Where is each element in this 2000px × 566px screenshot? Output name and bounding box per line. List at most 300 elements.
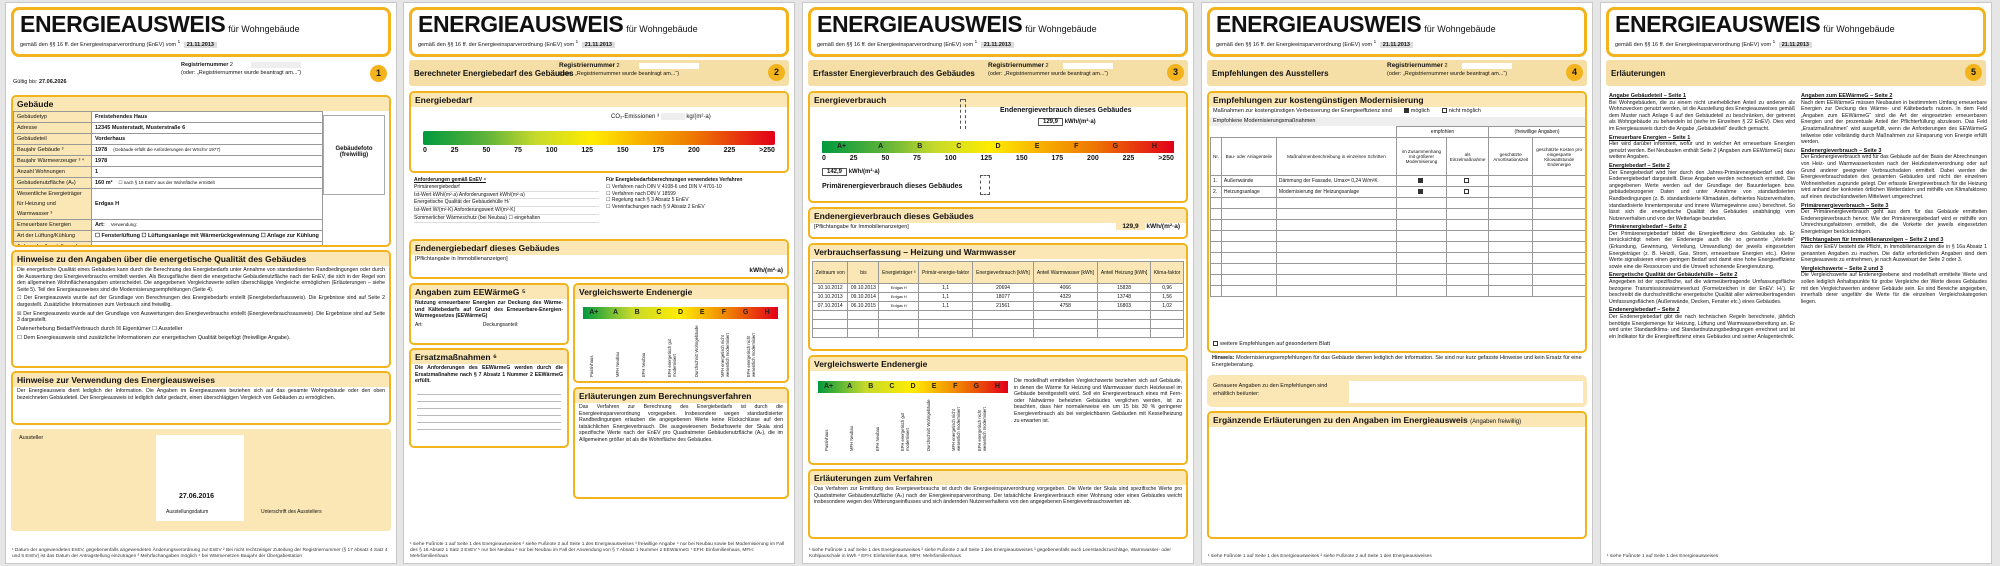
requirement-line: Ist-Wert W/(m²·K) Anforderungswert W/(m²·K)	[414, 207, 599, 215]
row-label: Wesentliche Energieträger für Heizung und Warmwasser ³	[14, 189, 92, 220]
option-additional-info[interactable]: ☐ Dem Energieausweis sind zusätzliche Informationen zur energetischen Qualität beigefügt (freiwillige Angabe).	[17, 335, 291, 342]
final-energy-demand-box: Endenergiebedarf dieses Gebäudes [Pflichtangabe in Immobilienanzeigen] kWh/(m²·a)	[409, 239, 789, 279]
requirement-line: Energetische Qualität der Gebäudehülle Hₜ'	[414, 199, 599, 207]
scale-tick: 125	[581, 147, 594, 154]
scale-tick: 25	[450, 147, 459, 154]
table-row	[813, 311, 1184, 320]
table-cell: Dämmung der Fassade, Umax= 0,24 W/m²K	[1276, 176, 1396, 187]
explanation-section	[1609, 93, 1795, 133]
row-label: Gebäudenutzfläche (Aₙ)	[14, 178, 92, 189]
explanation-section	[1801, 237, 1987, 263]
explanation-text: Bei Wohngebäuden, die zu einem nicht unerheblichen Anteil zu anderen als Wohnzwecken genutzt werden, ist die Ausstellung des Energieausweises gemäß dem Muster nach Anlage 6 auf den Gebäudeteil zu beschränken, der getrennt als Wohngebäude zu behandeln ist (siehe im Einzelnen § 22 EnEV). Dies wird im Energieausweis durch die Angabe „Gebäudeteil“ deutlich gemacht.	[1609, 99, 1795, 132]
table-cell[interactable]	[1447, 242, 1489, 253]
table-cell[interactable]	[1533, 231, 1586, 242]
column-header: Maßnahmenbeschreibung in einzelnen Schritten	[1276, 138, 1396, 176]
class-scale	[583, 307, 778, 319]
column-header: Bau- oder Anlagenteile	[1221, 138, 1276, 176]
table-cell: 1,56	[1151, 293, 1184, 302]
explanation-heading: Vergleichswerte – Seite 2 und 3	[1801, 265, 1883, 272]
comparison-label: Passivhaus	[589, 355, 594, 377]
comparison-values-box: Vergleichswerte Endenergie A+ A B C D E F G H Passivhaus MFH Neubau EFH Neubau EFH energetisch gut modernisiert Durchschnitt Wohngebäude MFH energetisch nicht wesentlich modernisiert EFH energetisch nicht wesentlich modernisiert	[573, 283, 789, 383]
energy-class-label: E	[1034, 143, 1040, 150]
comparison-label: Durchschnitt Wohngebäude	[925, 399, 931, 451]
table-row	[813, 329, 1184, 338]
explanations-right-column	[1801, 91, 1987, 541]
energy-class-label: C	[656, 309, 662, 316]
section-strip: Erfasster Energieverbrauch des Gebäudes Registriernummer 2 (oder: „Registriernummer wurde beantragt am...“) 3	[808, 60, 1188, 86]
table-cell[interactable]	[1489, 231, 1533, 242]
comparison-label: Passivhaus	[824, 429, 829, 451]
row-label: Anlass der Ausstellung des	[14, 242, 92, 248]
table-cell: 4758	[1033, 302, 1097, 311]
table-cell	[1097, 329, 1150, 338]
eewaermeg-box: Angaben zum EEWärmeG ⁵ Nutzung erneuerbarer Energien zur Deckung des Wärme- und Kältebedarfs auf Grund des Erneuerbare-Energien-Wärmegesetzes (EEWärmeG) Art: Deckungsanteil:	[409, 283, 569, 345]
energy-class-label: F	[953, 383, 958, 390]
table-cell[interactable]	[1489, 253, 1533, 264]
scale-tick: 125	[980, 155, 993, 162]
table-cell[interactable]	[1447, 275, 1489, 286]
table-cell	[1276, 231, 1396, 242]
table-cell: 10.10.2013	[813, 293, 848, 302]
explanation-text: Der Primärenergiebedarf bildet die Energieeffizienz des Gebäudes ab. Er berücksichtigt neben der Endenergie auch die so genannte „Vorkette“ (Erkundung, Gewinnung, Verteilung, Umwandlung) der jeweils eingesetzten Energieträger (z. B. Heizöl, Gas, Strom, erneuerbare Energien etc.). Kleine Werte signalisieren einen geringen Bedarf und damit eine hohe Energieeffizienz sowie eine die Ressourcen und die Umwelt schonende Energienutzung.	[1609, 230, 1795, 270]
building-row	[14, 156, 323, 167]
table-header	[813, 262, 1184, 284]
table-cell[interactable]	[1396, 253, 1446, 264]
table-cell	[1211, 220, 1222, 231]
comparison-values-box: Vergleichswerte Endenergie A+ A B C D E F G H Passivhaus MFH Neubau EFH Neubau EFH energetisch gut modernisiert Durchschnitt Wohngebäude MFH energetisch nicht wesentlich modernisiert EFH energetisch nicht wesentlich modernisiert Die modellhaft ermittelten Vergleichswerte beziehen sich auf Gebäude, in denen die Wärme für Heizung und Warmwasser durch Heizkessel im Gebäude bereitgestellt wird. Soll ein Energieverbrauch eines mit Fern- oder Nahwärme beheizten Gebäudes verglichen werden, ist zu beachten, dass hier normalerweise ein um 15 bis 30 % geringerer Energieverbrauch als bei vergleichbaren Gebäuden mit Kesselheizung zu erwarten ist.	[808, 355, 1188, 465]
table-cell	[1221, 253, 1276, 264]
table-cell	[813, 311, 848, 320]
table-cell: 15828	[1097, 284, 1150, 293]
issue-date: 27.06.2016	[179, 493, 215, 500]
building-row	[14, 242, 323, 248]
energy-class-label: A	[612, 309, 619, 316]
table-cell	[1151, 320, 1184, 329]
registration-number: Registriernummer 2 (oder: „Registriernummer wurde beantragt am...“)	[181, 62, 302, 76]
explanation-text: Der Energiebedarf wird hier durch den Jahres-Primärenergiebedarf und den Endenergiebedarf dargestellt. Diese Angaben werden rechnerisch ermittelt. Die angegebenen Werte werden auf der Grundlage der Bauunterlagen bzw. gebäudebezogener Daten und unter Annahme von standardisierten Randbedingungen (z. B. standardisierte Klimadaten, definiertes Nutzerverhalten, standardisierte Innentemperatur und innere Wärmegewinne usw.) berechnet. So lässt sich die energetische Qualität des Gebäudes unabhängig vom Nutzerverhalten und von der Wetterlage beurteilen.	[1609, 169, 1795, 222]
explanation-text: Angegeben ist der spezifische, auf die wärmeübertragende Umfassungsfläche bezogene Transmissionswärmeverlust (Formelzeichen in der EnEV: Hₜ'). Er beschreibt die durchschnittliche energetische Qualität aller wärmeübertragenden Umfassungsflächen (Außenwände, Decken, Fenster etc.) eines Gebäudes.	[1609, 279, 1795, 305]
table-cell	[1211, 231, 1222, 242]
table-cell[interactable]	[1533, 198, 1586, 209]
table-cell[interactable]	[1533, 264, 1586, 275]
table-cell	[1033, 320, 1097, 329]
table-cell	[813, 320, 848, 329]
table-cell[interactable]	[1533, 242, 1586, 253]
table-cell: Erdgas H	[879, 284, 919, 293]
scale-tick: 25	[849, 155, 858, 162]
table-row	[1211, 286, 1586, 297]
table-cell[interactable]	[1489, 198, 1533, 209]
table-cell[interactable]	[1396, 209, 1446, 220]
building-data-table	[13, 111, 323, 247]
table-cell[interactable]	[1489, 242, 1533, 253]
table-cell	[879, 320, 919, 329]
energy-class-label: D	[677, 309, 684, 316]
table-cell[interactable]	[1533, 176, 1586, 187]
comparison-label: EFH Neubau	[874, 426, 880, 451]
more-recommendations-option[interactable]: weitere Empfehlungen auf gesondertem Blatt	[1220, 340, 1331, 347]
table-cell: 21561	[973, 302, 1034, 311]
energy-class-label: F	[721, 309, 726, 316]
table-cell[interactable]	[1396, 275, 1446, 286]
page-3: ENERGIEAUSWEIS für Wohngebäude gemäß den §§ 16 ff. der Energieeinsparverordnung (EnEV) vom $^1$ 21.11.2013 Erfasster Energieverbrauch des Gebäudes Registriernummer 2 (oder: „Registriernummer wurde beantragt am...“) 3 Energieverbrauch Endenergieverbrauch dieses Gebäudes 129,9 kWh/(m²·a) A+ A B C D E F G H 0 25 50 75 100 125 150 175 200 225 >250 142,9 kWh/(m²·a) Primärenergieverbrauch dieses Gebäudes Endenergieverbrauch dieses Gebäudes [Pflichtangabe für Immobilienanzeigen] 129,9 kWh/(m²·a) Verbrauchserfassung – Heizung und Warmwasser Zeitraum von bis Energieträger ³ Primär-energie-faktor Energieverbrauch [kWh] Anteil Warmwasser [kWh] Anteil Heizung [kWh] Klima-faktor 10.10.2012 09.10.2013 Erdgas H 1,1 20694 4066 15828 0,96 10.10.2013 09.10.2014 Erdgas H 1,1 18077 4329 13748 1,56 07.10.2014 06.10.2015 Erdgas H 1,1 21561 4758 16803 1,02 Vergleichswerte Endenergie A+ A B C D E F G H Passivhaus MFH Neubau EFH Neubau EFH energetisch gut modernisiert Durchschnitt Wohngebäude MFH energetisch nicht wesentlich modernisiert EFH energetisch nicht wesentlich modernisiert Die modellhaft ermittelten Vergleichswerte beziehen sich auf Gebäude, in denen die Wärme für Heizung und Warmwasser durch Heizkessel im Gebäude bereitgestellt wird. Soll ein Energieverbrauch eines mit Fern- oder Nahwärme beheizten Gebäudes verglichen werden, ist zu beachten, dass hier normalerweise ein um 15 bis 30 % geringerer Energieverbrauch als bei vergleichbaren Gebäuden mit Kesselheizung zu erwarten ist. Erläuterungen zum Verfahren Das Verfahren zur Ermittlung des Energieverbrauchs ist durch die Energieeinsparverordnung vorgegeben. Die Werte der Skala sind spezifische Werte pro Quadratmeter Gebäudenutzfläche (Aₙ) nach der Energieeinsparverordnung. Der tatsächliche Energieverbrauch einer Wohnung oder eines Gebäudes weicht insbesondere wegen des Witterungseinflusses und sich ändernden Nutzerverhaltens von den angegebenen Energieverbrauchswerten ab. ¹ siehe Fußnote 1 auf Seite 1 des Energieausweises ² siehe Fußnote 2 auf Seite 1 des Energieausweises ³ gegebenenfalls auch Leerstandszuschläge, Warmwasser- oder Kühlpauschale in kWh ⁴ EFH: Einfamilienhaus, MFH: Mehrfamilienhaus	[802, 2, 1194, 564]
table-cell	[1097, 320, 1150, 329]
modernization-box: Empfehlungen zur kostengünstigen Modernisierung Maßnahmen zur kostengünstigen Verbesserung der Energieeffizienz sind möglich nicht möglich Empfohlene Modernisierungsmaßnahmen empfohlen (freiwillige Angaben) Nr. Bau- oder Anlagenteile Maßnahmenbeschreibung in einzelnen Schritten im Zusammenhang mit größerer Modernisierung als Einzelmaßnahme geschätzte Amortisationszeit geschätzte Kosten pro eingesparte Kilowattstunde Endenergie 1. Außenwände Dämmung der Fassade, Umax= 0,24 W/m²K 2. Heizungsanlage Modernisierung der Heizungsanlage weitere Empfehlungen auf gesondertem Blatt	[1207, 91, 1587, 353]
table-cell	[1097, 311, 1150, 320]
checkbox[interactable]	[1464, 189, 1469, 194]
requirement-line: Ist-Wert kWh/(m²·a) Anforderungswert kWh/(m²·a)	[414, 192, 599, 200]
method-option[interactable]: ☐ Verfahren nach DIN V 4108-6 und DIN V 4701-10	[606, 183, 722, 190]
energy-class-label: H	[764, 309, 770, 316]
table-cell	[1221, 242, 1276, 253]
column-header: Anteil Heizung [kWh]	[1097, 262, 1150, 284]
table-row	[1211, 231, 1586, 242]
column-header: als Einzelmaßnahme	[1447, 138, 1489, 176]
final-consumption-box: Endenergieverbrauch dieses Gebäudes [Pflichtangabe für Immobilienanzeigen] 129,9 kWh/(m²·a)	[808, 207, 1188, 239]
page-5: ENERGIEAUSWEIS für Wohngebäude gemäß den §§ 16 ff. der Energieeinsparverordnung (EnEV) vom $^1$ 21.11.2013 Erläuterungen 5 Angabe Gebäudeteil – Seite 1 Bei Wohngebäuden, die zu einem nicht unerheblichen Anteil zu anderen als Wohnzwecken genutzt werden, ist die Ausstellung des Energieausweises gemäß dem Muster nach Anlage 6 auf den Gebäudeteil zu beschränken, der getrennt als Wohngebäude zu behandeln ist (siehe im Einzelnen § 22 EnEV). Dies wird im Energieausweis durch die Angabe „Gebäudeteil“ deutlich gemacht. Erneuerbare Energien – Seite 1 Hier wird darüber informiert, wofür und in welcher Art erneuerbare Energien genutzt werden. Bei Neubauten enthält Seite 2 (Angaben zum EEWärmeG) dazu weitere Angaben. Energiebedarf – Seite 2 Der Energiebedarf wird hier durch den Jahres-Primärenergiebedarf und den Endenergiebedarf dargestellt. Diese Angaben werden rechnerisch ermittelt. Die angegebenen Werte werden auf der Grundlage der Bauunterlagen bzw. gebäudebezogener Daten und unter Annahme von standardisierten Randbedingungen (z. B. standardisierte Klimadaten, definiertes Nutzerverhalten, standardisierte Innentemperatur und innere Wärmegewinne usw.) berechnet. So lässt sich die energetische Qualität des Gebäudes unabhängig vom Nutzerverhalten und von der Wetterlage beurteilen. Primärenergiebedarf – Seite 2 Der Primärenergiebedarf bildet die Energieeffizienz des Gebäudes ab. Er berücksichtigt neben der Endenergie auch die so genannte „Vorkette“ (Erkundung, Gewinnung, Verteilung, Umwandlung) der jeweils eingesetzten Energieträger (z. B. Heizöl, Gas, Strom, erneuerbare Energien etc.). Kleine Werte signalisieren einen geringen Bedarf und damit eine hohe Energieeffizienz sowie eine die Ressourcen und die Umwelt schonende Energienutzung. Energetische Qualität der Gebäudehülle – Seite 2 Angegeben ist der spezifische, auf die wärmeübertragende Umfassungsfläche bezogene Transmissionswärmeverlust (Formelzeichen in der EnEV: Hₜ'). Er beschreibt die durchschnittliche energetische Qualität aller wärmeübertragenden Umfassungsflächen (Außenwände, Decken, Fenster etc.) eines Gebäudes. Endenergiebedarf – Seite 2 Der Endenergiebedarf gibt die nach technischen Regeln berechnete, jährlich benötigte Energiemenge für Heizung, Lüftung und Warmwasserbereitung an. Er wird unter Standardklima- und Standardnutzungsbedingungen errechnet und ist ein Indikator für die Energieeffizienz eines Gebäudes und seiner Anlagentechnik. Angaben zum EEWärmeG – Seite 2 Nach dem EEWärmeG müssen Neubauten in bestimmtem Umfang erneuerbare Energien zur Deckung des Wärme- und Kältebedarfs nutzen. In dem Feld „Angaben zum EEWärmeG“ sind die Art der eingesetzten erneuerbaren Energien und der prozentuale Anteil der Pflichterfüllung abzulesen. Das Feld „Ersatzmaßnahmen“ wird ausgefüllt, wenn die Anforderungen des EEWärmeG teilweise oder vollständig durch Maßnahmen zur Einsparung von Energie erfüllt werden. Endenergieverbrauch – Seite 3 Der Endenergieverbrauch wird für das Gebäude auf der Basis der Abrechnungen von Heiz- und Warmwasserkosten nach der Heizkostenverordnung oder auf Grund anderer geeigneter Verbrauchsdaten ermittelt. Dabei werden die Energieverbrauchsdaten des gesamten Gebäudes und nicht der einzelnen Wohneinheiten zugrunde gelegt. Der erfasste Energieverbrauch für die Heizung wird anhand der konkreten örtlichen Wetterdaten und mithilfe von Klimafaktoren auf einen deutschlandweiten Mittelwert umgerechnet. Primärenergieverbrauch – Seite 3 Der Primärenergieverbrauch geht aus dem für das Gebäude ermittelten Endenergieverbrauch hervor. Wie der Primärenergiebedarf wird er mithilfe von Umrechnungsfaktoren ermittelt, die die Vorkette der jeweils eingesetzten Energieträger berücksichtigen. Pflichtangaben für Immobilienanzeigen – Seite 2 und 3 Nach der EnEV besteht die Pflicht, in Immobilienanzeigen die in § 16a Absatz 1 genannten Angaben zu machen. Die dafür erforderlichen Angaben sind dem Energieausweis zu entnehmen, je nach Ausweisart der Seite 2 oder 3. Vergleichswerte – Seite 2 und 3 Die Vergleichswerte auf Endenergieebene sind modellhaft ermittelte Werte und sollen lediglich Anhaltspunkte für grobe Vergleiche der Werte dieses Gebäudes mit den Vergleichswerten anderer Gebäude sein. Es sind Bereiche angegeben, innerhalb derer ungefähr die Werte für die einzelnen Vergleichskategorien liegen. ¹ siehe Fußnote 1 auf Seite 1 des Energieausweises	[1600, 2, 1992, 564]
scale-tick: >250	[1158, 155, 1174, 162]
row-label: Erneuerbare Energien	[14, 220, 92, 231]
table-cell: Erdgas H	[879, 302, 919, 311]
row-value: ☐ Fensterlüftung ☐ Lüftungsanlage mit Wärmerückgewinnung ☐ Anlage zur Kühlung	[92, 231, 323, 242]
table-cell	[1151, 329, 1184, 338]
table-cell: 13748	[1097, 293, 1150, 302]
table-cell	[1211, 286, 1222, 297]
supplementary-explanations-box: Ergänzende Erläuterungen zu den Angaben im Energieausweis (Angaben freiwillig)	[1207, 411, 1587, 539]
scale-tick: 50	[881, 155, 890, 162]
procedure-explanation-box: Erläuterungen zum Verfahren Das Verfahren zur Ermittlung des Energieverbrauchs ist durch die Energieeinsparverordnung vorgegeben. Die Werte der Skala sind spezifische Werte pro Quadratmeter Gebäudenutzfläche (Aₙ) nach der Energieeinsparverordnung. Der tatsächliche Energieverbrauch einer Wohnung oder eines Gebäudes weicht insbesondere wegen des Witterungseinflusses und sich ändernden Nutzerverhaltens von den angegebenen Energieverbrauchswerten ab.	[808, 469, 1188, 539]
comparison-label: MFH energetisch nicht wesentlich modernisiert	[951, 407, 962, 451]
table-cell	[1276, 198, 1396, 209]
requirement-line: Sommerlicher Wärmeschutz (bei Neubau) ☐ eingehalten	[414, 215, 599, 223]
explanation-section	[1801, 203, 1987, 236]
table-cell[interactable]	[1396, 187, 1446, 198]
checkbox[interactable]	[1464, 178, 1469, 183]
table-cell	[973, 320, 1034, 329]
section-strip: Empfehlungen des Ausstellers Registriernummer 2 (oder: „Registriernummer wurde beantragt am...“) 4	[1207, 60, 1587, 86]
table-cell: 10.10.2012	[813, 284, 848, 293]
table-cell	[1221, 220, 1276, 231]
table-cell	[1211, 275, 1222, 286]
data-collection-option[interactable]: Datenerhebung Bedarf/Verbrauch durch ☒ Eigentümer ☐ Aussteller	[17, 325, 183, 332]
building-row	[14, 112, 323, 123]
table-cell: 1,1	[919, 293, 973, 302]
scale-tick: >250	[759, 147, 775, 154]
building-section: Gebäude Gebäudetyp Freistehendes Haus Adresse 12345 Musterstadt, Musterstraße 6 Gebäudeteil Vorderhaus Baujahr Gebäude ³ 1978 (Gebäude erfüllt die Anforderungen der WSchV 1977) Baujahr Wärmeerzeuger ³ ⁴ 1978 Anzahl Wohnungen 1 Gebäudenutzfläche (Aₙ) 160 m² ☐ nach § 19 EnEV aus der Wohnfläche ermittelt Wesentliche Energieträger für Heizung und Warmwasser ³ Erdgas H Erneuerbare Energien Art: Verwendung: Art der Lüftung/Kühlung ☐ Fensterlüftung ☐ Lüftungsanlage mit Wärmerückgewinnung ☐ Anlage zur Kühlung Anlass der Ausstellung des Gebäudefoto (freiwillig)	[11, 95, 391, 247]
explanation-section	[1609, 163, 1795, 222]
table-cell: Außenwände	[1221, 176, 1276, 187]
table-cell	[1221, 264, 1276, 275]
table-cell[interactable]	[1447, 286, 1489, 297]
table-row	[1211, 209, 1586, 220]
energy-scale	[423, 131, 775, 145]
explanation-heading: Energiebedarf – Seite 2	[1609, 162, 1670, 169]
table-cell	[879, 311, 919, 320]
table-cell: 1.	[1211, 176, 1222, 187]
row-value: 1978	[92, 156, 323, 167]
explanation-heading: Energetische Qualität der Gebäudehülle – Seite 2	[1609, 272, 1738, 279]
table-cell	[1276, 242, 1396, 253]
section-strip: Erläuterungen 5	[1606, 60, 1986, 86]
column-header: im Zusammenhang mit größerer Modernisierung	[1396, 138, 1446, 176]
explanation-heading: Primärenergieverbrauch – Seite 3	[1801, 202, 1889, 209]
table-row	[1211, 253, 1586, 264]
table-cell: 09.10.2013	[848, 284, 879, 293]
quality-notes-section: Hinweise zu den Angaben über die energetische Qualität des Gebäudes Die energetische Qualität eines Gebäudes kann durch die Berechnung des Energiebedarfs unter Annahme von standardisierten Randbedingungen oder durch die Auswertung des Energieverbrauchs ermittelt werden. Als Bezugsfläche dient die energetische Gebäudenutzfläche nach der EnEV, die sich in der Regel von den allgemeinen Wohnflächenangaben unterscheidet. Die angegebenen Vergleichswerte sollen überschlägige Vergleiche ermöglichen (Erläuterungen – siehe Seite 5). Teil des Energieausweises sind die Modernisierungsempfehlungen (Seite 4). ☐ Der Energieausweis wurde auf der Grundlage von Berechnungen des Energiebedarfs erstellt (Energiebedarfsausweis). Die Ergebnisse sind auf Seite 2 dargestellt. Zusätzliche Informationen zum Verbrauch sind freiwillig. ☒ Der Energieausweis wurde auf der Grundlage von Auswertungen des Energieverbrauchs erstellt (Energieverbrauchsausweis). Die Ergebnisse sind auf Seite 3 dargestellt. Datenerhebung Bedarf/Verbrauch durch ☒ Eigentümer ☐ Aussteller ☐ Dem Energieausweis sind zusätzliche Informationen zur energetischen Qualität beigefügt (freiwillige Angabe).	[11, 250, 391, 368]
table-cell[interactable]	[1489, 209, 1533, 220]
explanation-section	[1801, 148, 1987, 201]
scale-tick: 100	[944, 155, 957, 162]
table-cell: 4066	[1033, 284, 1097, 293]
building-row	[14, 178, 323, 189]
table-row	[1211, 242, 1586, 253]
explanation-text: Der Primärenergieverbrauch geht aus dem für das Gebäude ermittelten Endenergieverbrauch hervor. Wie der Primärenergiebedarf wird er mithilfe von Umrechnungsfaktoren ermittelt, die die Vorkette der jeweils eingesetzten Energieträger berücksichtigen.	[1801, 209, 1987, 235]
table-cell[interactable]	[1447, 209, 1489, 220]
scale-tick: 75	[514, 147, 522, 154]
comparison-label: EFH Neubau	[641, 352, 647, 377]
method-option[interactable]: ☐ Regelung nach § 3 Absatz 5 EnEV	[606, 197, 689, 204]
explanations-left-column	[1609, 91, 1795, 541]
building-photo-placeholder: Gebäudefoto (freiwillig)	[323, 115, 385, 195]
table-cell	[1151, 311, 1184, 320]
page-1: ENERGIEAUSWEIS für Wohngebäude gemäß den §§ 16 ff. der Energieeinsparverordnung (EnEV) vom $^1$ 21.11.2013 Registriernummer 2 (oder: „Registriernummer wurde beantragt am...“) 1 Gültig bis: 27.06.2026 Gebäude Gebäudetyp Freistehendes Haus Adresse 12345 Musterstadt, Musterstraße 6 Gebäudeteil Vorderhaus Baujahr Gebäude ³ 1978 (Gebäude erfüllt die Anforderungen der WSchV 1977) Baujahr Wärmeerzeuger ³ ⁴ 1978 Anzahl Wohnungen 1 Gebäudenutzfläche (Aₙ) 160 m² ☐ nach § 19 EnEV aus der Wohnfläche ermittelt Wesentliche Energieträger für Heizung und Warmwasser ³ Erdgas H Erneuerbare Energien Art: Verwendung: Art der Lüftung/Kühlung ☐ Fensterlüftung ☐ Lüftungsanlage mit Wärmerückgewinnung ☐ Anlage zur Kühlung Anlass der Ausstellung des Gebäudefoto (freiwillig) Hinweise zu den Angaben über die energetische Qualität des Gebäudes Die energetische Qualität eines Gebäudes kann durch die Berechnung des Energiebedarfs unter Annahme von standardisierten Randbedingungen oder durch die Auswertung des Energieverbrauchs ermittelt werden. Als Bezugsfläche dient die energetische Gebäudenutzfläche nach der EnEV, die sich in der Regel von den allgemeinen Wohnflächenangaben unterscheidet. Die angegebenen Vergleichswerte sollen überschlägige Vergleiche ermöglichen (Erläuterungen – siehe Seite 5). Teil des Energieausweises sind die Modernisierungsempfehlungen (Seite 4). ☐ Der Energieausweis wurde auf der Grundlage von Berechnungen des Energiebedarfs erstellt (Energiebedarfsausweis). Die Ergebnisse sind auf Seite 2 dargestellt. Zusätzliche Informationen zum Verbrauch sind freiwillig. ☒ Der Energieausweis wurde auf der Grundlage von Auswertungen des Energieverbrauchs erstellt (Energieverbrauchsausweis). Die Ergebnisse sind auf Seite 3 dargestellt. Datenerhebung Bedarf/Verbrauch durch ☒ Eigentümer ☐ Aussteller ☐ Dem Energieausweis sind zusätzliche Informationen zur energetischen Qualität beigefügt (freiwillige Angabe). Hinweise zur Verwendung des Energieausweises Der Energieausweis dient lediglich der Information. Die Angaben im Energieausweis beziehen sich auf das gesamte Wohngebäude oder den oben bezeichneten Gebäudeteil. Der Energieausweis ist lediglich dafür gedacht, einen überschlägigen Vergleich von Gebäuden zu ermöglichen. Aussteller 27.06.2016 Ausstellungsdatum Unterschrift des Ausstellers ¹ Datum der angewendeten EnEV, gegebenenfalls angewendeten Änderungsverordnung zur EnEV ² Bei nicht rechtzeitiger Zuteilung der Registriernummer (§ 17 Absatz 4 Satz 4 und 5 EnEV) ist das Datum der Antragstellung einzutragen ³ Mehrfachangaben möglich ⁴ bei Wärmenetzen Baujahr der Übergabestation	[5, 2, 397, 564]
scale-tick: 50	[482, 147, 491, 154]
explanation-heading: Primärenergiebedarf – Seite 2	[1609, 224, 1687, 231]
table-cell	[1211, 198, 1222, 209]
table-cell	[1211, 264, 1222, 275]
scale-tick: 150	[616, 147, 629, 154]
table-cell: 07.10.2014	[813, 302, 848, 311]
table-cell[interactable]	[1533, 187, 1586, 198]
column-group: (freiwillige Angaben)	[1489, 127, 1586, 138]
explanation-text: Nach dem EEWärmeG müssen Neubauten in bestimmtem Umfang erneuerbare Energien zur Deckung des Wärme- und Kältebedarfs nutzen. In dem Feld „Angaben zum EEWärmeG“ sind die Art der eingesetzten erneuerbaren Energien und der prozentuale Anteil der Pflichterfüllung abzulesen. Das Feld „Ersatzmaßnahmen“ wird ausgefüllt, wenn die Anforderungen des EEWärmeG teilweise oder vollständig durch Maßnahmen zur Einsparung von Energie erfüllt werden.	[1801, 99, 1987, 146]
table-cell[interactable]	[1489, 286, 1533, 297]
explanation-text: Die Vergleichswerte auf Endenergieebene sind modellhaft ermittelte Werte und sollen lediglich Anhaltspunkte für grobe Vergleiche der Werte dieses Gebäudes mit den Vergleichswerten anderer Gebäude sein. Es sind Bereiche angegeben, innerhalb derer ungefähr die Werte für die einzelnen Vergleichskategorien liegen.	[1801, 272, 1987, 305]
energy-class-label: D	[995, 143, 1001, 150]
row-value: Erdgas H	[92, 189, 323, 220]
energy-class-label: B	[917, 143, 923, 150]
row-value	[92, 242, 323, 248]
column-group: empfohlen	[1396, 127, 1488, 138]
table-row	[813, 293, 1184, 302]
scale-tick: 150	[1015, 155, 1028, 162]
energy-class-label: C	[889, 383, 895, 390]
checkbox[interactable]	[1418, 178, 1423, 183]
row-label: Baujahr Gebäude ³	[14, 145, 92, 156]
energy-class-label: C	[956, 143, 962, 150]
row-value: Freistehendes Haus	[92, 112, 323, 123]
table-cell	[1276, 209, 1396, 220]
table-cell	[1221, 275, 1276, 286]
calculation-explanation-box: Erläuterungen zum Berechnungsverfahren Das Verfahren zur Berechnung des Energiebedarfs ist durch die Energieeinsparverordnung vorgegeben. Insbesondere wegen standardisierter Randbedingungen erlauben die angegebenen Werte keine Rückschlüsse auf den tatsächlichen Energieverbrauch. Die ausgewiesenen Bedarfswerte der Skala sind spezifische Werte nach der EnEV pro Quadratmeter Gebäudenutzfläche (Aₙ), die im Allgemeinen größer ist als die Wohnfläche des Gebäudes.	[573, 387, 789, 499]
primary-consumption-value: 142,9	[822, 168, 847, 176]
checkbox[interactable]	[1418, 189, 1423, 194]
row-value: 1	[92, 167, 323, 178]
energy-class-label: E	[699, 309, 705, 316]
table-cell[interactable]	[1396, 220, 1446, 231]
table-cell[interactable]	[1533, 209, 1586, 220]
table-cell[interactable]	[1396, 264, 1446, 275]
table-cell: 09.10.2014	[848, 293, 879, 302]
table-cell[interactable]	[1447, 264, 1489, 275]
option-bedarfsausweis[interactable]: ☐ Der Energieausweis wurde auf der Grundlage von Berechnungen des Energiebedarfs erstellt (Energiebedarfsausweis). Die Ergebnisse sind auf Seite 2 dargestellt. Zusätzliche Informationen zum Verbrauch sind freiwillig.	[17, 295, 385, 308]
scale-tick: 225	[1122, 155, 1135, 162]
scale-tick: 200	[688, 147, 700, 154]
building-row	[14, 123, 323, 134]
table-cell[interactable]	[1489, 220, 1533, 231]
energy-class-label: A+	[836, 143, 847, 150]
table-cell: 1,02	[1151, 302, 1184, 311]
table-cell[interactable]	[1447, 187, 1489, 198]
option-verbrauchsausweis[interactable]: ☒ Der Energieausweis wurde auf der Grundlage von Auswertungen des Energieverbrauchs erstellt (Energieverbrauchsausweis). Die Ergebnisse sind auf Seite 3 dargestellt.	[17, 310, 385, 324]
ersatz-box: Ersatzmaßnahmen ⁶ Die Anforderungen des EEWärmeG werden durch die Ersatzmaßnahme nach § 7 Absatz 1 Nummer 2 EEWärmeG erfüllt.	[409, 348, 569, 448]
table-row	[1211, 264, 1586, 275]
scale-tick: 175	[1051, 155, 1064, 162]
table-cell	[1211, 253, 1222, 264]
table-cell	[1033, 329, 1097, 338]
table-header	[1211, 138, 1586, 176]
table-cell[interactable]	[1489, 176, 1533, 187]
page-2: ENERGIEAUSWEIS für Wohngebäude gemäß den §§ 16 ff. der Energieeinsparverordnung (EnEV) vom $^1$ 21.11.2013 Berechneter Energiebedarf des Gebäudes Registriernummer 2 (oder: „Registriernummer wurde beantragt am...“) 2 Energiebedarf CO₂-Emissionen ³ kg/(m²·a) 0 25 50 75 100 125 150 175 200 225 >250 Anforderungen gemäß EnEV ⁴ Primärenergiebedarf Ist-Wert kWh/(m²·a) Anforderungswert kWh/(m²·a) Energetische Qualität der Gebäudehülle Hₜ' Ist-Wert W/(m²·K) Anforderungswert W/(m²·K) Sommerlicher Wärmeschutz (bei Neubau) ☐ eingehalten Für Energiebedarfsberechnungen verwendetes Verfahren ☐ Verfahren nach DIN V 4108-6 und DIN V 4701-10 ☐ Verfahren nach DIN V 18599 ☐ Regelung nach § 3 Absatz 5 EnEV ☐ Vereinfachungen nach § 9 Absatz 2 EnEV Endenergiebedarf dieses Gebäudes [Pflichtangabe in Immobilienanzeigen] kWh/(m²·a) Angaben zum EEWärmeG ⁵ Nutzung erneuerbarer Energien zur Deckung des Wärme- und Kältebedarfs auf Grund des Erneuerbare-Energien-Wärmegesetzes (EEWärmeG) Art: Deckungsanteil: Ersatzmaßnahmen ⁶ Die Anforderungen des EEWärmeG werden durch die Ersatzmaßnahme nach § 7 Absatz 1 Nummer 2 EEWärmeG erfüllt. Vergleichswerte Endenergie A+ A B C D E F G H Passivhaus MFH Neubau EFH Neubau EFH energetisch gut modernisiert Durchschnitt Wohngebäude MFH energetisch nicht wesentlich modernisiert EFH energetisch nicht wesentlich modernisiert Erläuterungen zum Berechnungsverfahren Das Verfahren zur Berechnung des Energiebedarfs ist durch die Energieeinsparverordnung vorgegeben. Insbesondere wegen standardisierter Randbedingungen erlauben die angegebenen Werte keine Rückschlüsse auf den tatsächlichen Energieverbrauch. Die ausgewiesenen Bedarfswerte der Skala sind spezifische Werte nach der EnEV pro Quadratmeter Gebäudenutzfläche (Aₙ), die im Allgemeinen größer ist als die Wohnfläche des Gebäudes. ¹ siehe Fußnote 1 auf Seite 1 des Energieausweises ² siehe Fußnote 2 auf Seite 1 des Energieausweises ³ freiwillige Angabe ⁴ nur bei Neubau sowie bei Modernisierung im Fall des § 16 Absatz 1 Satz 3 EnEV ⁵ nur bei Neubau ⁶ nur bei Neubau im Fall der Anwendung von § 7 Absatz 1 Nummer 2 EEWärmeG ⁷ EFH: Einfamilienhaus, MFH: Mehrfamilienhaus	[403, 2, 795, 564]
energy-class-label: A	[847, 383, 853, 390]
table-cell[interactable]	[1533, 220, 1586, 231]
table-cell: Heizungsanlage	[1221, 187, 1276, 198]
explanation-section	[1609, 272, 1795, 305]
table-cell: 18077	[973, 293, 1034, 302]
table-cell[interactable]	[1447, 253, 1489, 264]
column-header: bis	[848, 262, 879, 284]
table-cell	[1276, 275, 1396, 286]
explanation-heading: Pflichtangaben für Immobilienanzeigen – Seite 2 und 3	[1801, 237, 1944, 244]
comparison-label: Durchschnitt Wohngebäude	[693, 325, 699, 377]
column-header: Energieträger ³	[879, 262, 919, 284]
energy-class-label: A+	[589, 309, 599, 316]
table-cell	[1276, 220, 1396, 231]
page-4: ENERGIEAUSWEIS für Wohngebäude gemäß den §§ 16 ff. der Energieeinsparverordnung (EnEV) vom $^1$ 21.11.2013 Empfehlungen des Ausstellers Registriernummer 2 (oder: „Registriernummer wurde beantragt am...“) 4 Empfehlungen zur kostengünstigen Modernisierung Maßnahmen zur kostengünstigen Verbesserung der Energieeffizienz sind möglich nicht möglich Empfohlene Modernisierungsmaßnahmen empfohlen (freiwillige Angaben) Nr. Bau- oder Anlagenteile Maßnahmenbeschreibung in einzelnen Schritten im Zusammenhang mit größerer Modernisierung als Einzelmaßnahme geschätzte Amortisationszeit geschätzte Kosten pro eingesparte Kilowattstunde Endenergie 1. Außenwände Dämmung der Fassade, Umax= 0,24 W/m²K 2. Heizungsanlage Modernisierung der Heizungsanlage weitere Empfehlungen auf gesondertem Blatt Hinweis: Modernisierungsempfehlungen für das Gebäude dienen lediglich der Information. Sie sind nur kurz gefasste Hinweise und kein Ersatz für eine Energieberatung. Genauere Angaben zu den Empfehlungen sind erhältlich bei/unter: Ergänzende Erläuterungen zu den Angaben im Energieausweis (Angaben freiwillig) ¹ siehe Fußnote 1 auf Seite 1 des Energieausweises ² siehe Fußnote 2 auf Seite 1 des Energieausweises	[1201, 2, 1593, 564]
table-cell	[973, 329, 1034, 338]
column-header: Anteil Warmwasser [kWh]	[1033, 262, 1097, 284]
energy-class-label: H	[1151, 143, 1157, 150]
table-cell[interactable]	[1447, 231, 1489, 242]
table-cell[interactable]	[1396, 242, 1446, 253]
table-cell	[1211, 242, 1222, 253]
table-cell[interactable]	[1396, 176, 1446, 187]
scale-tick: 175	[652, 147, 665, 154]
explanation-heading: Angaben zum EEWärmeG – Seite 2	[1801, 93, 1893, 99]
table-cell[interactable]	[1396, 231, 1446, 242]
table-cell[interactable]	[1447, 220, 1489, 231]
row-value: Art: Verwendung:	[92, 220, 323, 231]
table-cell	[848, 311, 879, 320]
table-cell	[973, 311, 1034, 320]
table-cell: 4329	[1033, 293, 1097, 302]
column-header: Nr.	[1211, 138, 1222, 176]
table-cell	[1276, 286, 1396, 297]
scale-tick: 75	[913, 155, 921, 162]
scale-tick: 200	[1087, 155, 1099, 162]
method-option[interactable]: ☐ Vereinfachungen nach § 9 Absatz 2 EnEV	[606, 204, 705, 211]
table-row	[813, 284, 1184, 293]
energy-class-label: A	[878, 143, 884, 150]
table-cell[interactable]	[1489, 275, 1533, 286]
table-cell: 2.	[1211, 187, 1222, 198]
row-value: 1978 (Gebäude erfüllt die Anforderungen der WSchV 1977)	[92, 145, 323, 156]
energy-class-label: B	[634, 309, 640, 316]
table-cell	[848, 320, 879, 329]
table-cell[interactable]	[1489, 264, 1533, 275]
comparison-label: EFH energetisch nicht wesentlich modernisiert	[976, 407, 987, 451]
table-cell[interactable]	[1396, 198, 1446, 209]
table-cell[interactable]	[1533, 275, 1586, 286]
table-cell: Modernisierung der Heizungsanlage	[1276, 187, 1396, 198]
table-cell: 0,96	[1151, 284, 1184, 293]
table-row	[1211, 198, 1586, 209]
scale-tick: 0	[423, 147, 427, 154]
table-cell[interactable]	[1447, 198, 1489, 209]
table-cell: 06.10.2015	[848, 302, 879, 311]
row-label: Art der Lüftung/Kühlung	[14, 231, 92, 242]
page-number-badge: 1	[370, 65, 387, 82]
explanation-section	[1609, 135, 1795, 161]
table-cell: Erdgas H	[879, 293, 919, 302]
explanation-text: Der Endenergieverbrauch wird für das Gebäude auf der Basis der Abrechnungen von Heiz- und Warmwasserkosten nach der Heizkostenverordnung oder auf Grund anderer geeigneter Verbrauchsdaten ermittelt. Dabei werden die Energieverbrauchsdaten des gesamten Gebäudes und nicht der einzelnen Wohneinheiten zugrunde gelegt. Der erfasste Energieverbrauch für die Heizung wird anhand der konkreten örtlichen Wetterdaten und mithilfe von Klimafaktoren auf einen deutschlandweiten Mittelwert umgerechnet.	[1801, 154, 1987, 200]
class-scale	[822, 141, 1174, 153]
building-row	[14, 145, 323, 156]
table-row	[1211, 176, 1586, 187]
table-row	[1211, 187, 1586, 198]
building-row	[14, 189, 323, 220]
table-row	[1211, 220, 1586, 231]
table-cell	[1211, 209, 1222, 220]
energy-class-label: F	[1074, 143, 1079, 150]
table-cell	[1276, 264, 1396, 275]
row-value: Vorderhaus	[92, 134, 323, 145]
energy-class-label: E	[931, 383, 937, 390]
building-row	[14, 231, 323, 242]
explanation-text: Hier wird darüber informiert, wofür und in welcher Art erneuerbare Energien genutzt werden. Bei Neubauten enthält Seite 2 (Angaben zum EEWärmeG) dazu weitere Angaben.	[1609, 141, 1795, 161]
end-consumption-value: 129,9	[1038, 118, 1063, 126]
recommendation-note: Hinweis: Modernisierungsempfehlungen für das Gebäude dienen lediglich der Information. Sie sind nur kurz gefasste Hinweise und kein Ersatz für eine Energieberatung.	[1212, 355, 1582, 368]
page-header: ENERGIEAUSWEIS für Wohngebäude gemäß den §§ 16 ff. der Energieeinsparverordnung (EnEV) vom $^1$ 21.11.2013	[1207, 7, 1587, 57]
table-row	[813, 302, 1184, 311]
table-cell[interactable]	[1533, 286, 1586, 297]
explanation-section	[1609, 307, 1795, 340]
table-cell: 16803	[1097, 302, 1150, 311]
calc-method: Für Energiebedarfsberechnungen verwendetes Verfahren ☐ Verfahren nach DIN V 4108-6 und DIN V 4701-10 ☐ Verfahren nach DIN V 18599 ☐ Regelung nach § 3 Absatz 5 EnEV ☐ Vereinfachungen nach § 9 Absatz 2 EnEV	[606, 177, 791, 211]
table-cell	[1221, 231, 1276, 242]
table-cell	[919, 320, 973, 329]
row-label: Adresse	[14, 123, 92, 134]
row-label: Anzahl Wohnungen	[14, 167, 92, 178]
explanation-text: Nach der EnEV besteht die Pflicht, in Immobilienanzeigen die in § 16a Absatz 1 genannten Angaben zu machen. Die dafür erforderlichen Angaben sind dem Energieausweis zu entnehmen, je nach Ausweisart der Seite 2 oder 3.	[1801, 244, 1987, 264]
issuer-section: Aussteller 27.06.2016 Ausstellungsdatum Unterschrift des Ausstellers	[11, 429, 391, 531]
table-cell: 20694	[973, 284, 1034, 293]
table-cell	[919, 311, 973, 320]
table-cell[interactable]	[1447, 176, 1489, 187]
comparison-label: EFH energetisch nicht wesentlich modernisiert	[745, 333, 756, 377]
table-cell[interactable]	[1533, 253, 1586, 264]
table-cell[interactable]	[1489, 187, 1533, 198]
table-cell[interactable]	[1396, 286, 1446, 297]
table-row	[1211, 275, 1586, 286]
building-row	[14, 134, 323, 145]
method-option[interactable]: ☐ Verfahren nach DIN V 18599	[606, 190, 676, 197]
section-strip: Berechneter Energiebedarf des Gebäudes Registriernummer 2 (oder: „Registriernummer wurde beantragt am...“) 2	[409, 60, 789, 86]
energy-class-label: H	[994, 383, 1000, 390]
comparison-label: MFH energetisch nicht wesentlich modernisiert	[719, 333, 730, 377]
page-header: ENERGIEAUSWEIS für Wohngebäude gemäß den §§ 16 ff. der Energieeinsparverordnung (EnEV) vom $^1$ 21.11.2013	[11, 7, 391, 57]
explanation-heading: Endenergieverbrauch – Seite 3	[1801, 147, 1882, 154]
